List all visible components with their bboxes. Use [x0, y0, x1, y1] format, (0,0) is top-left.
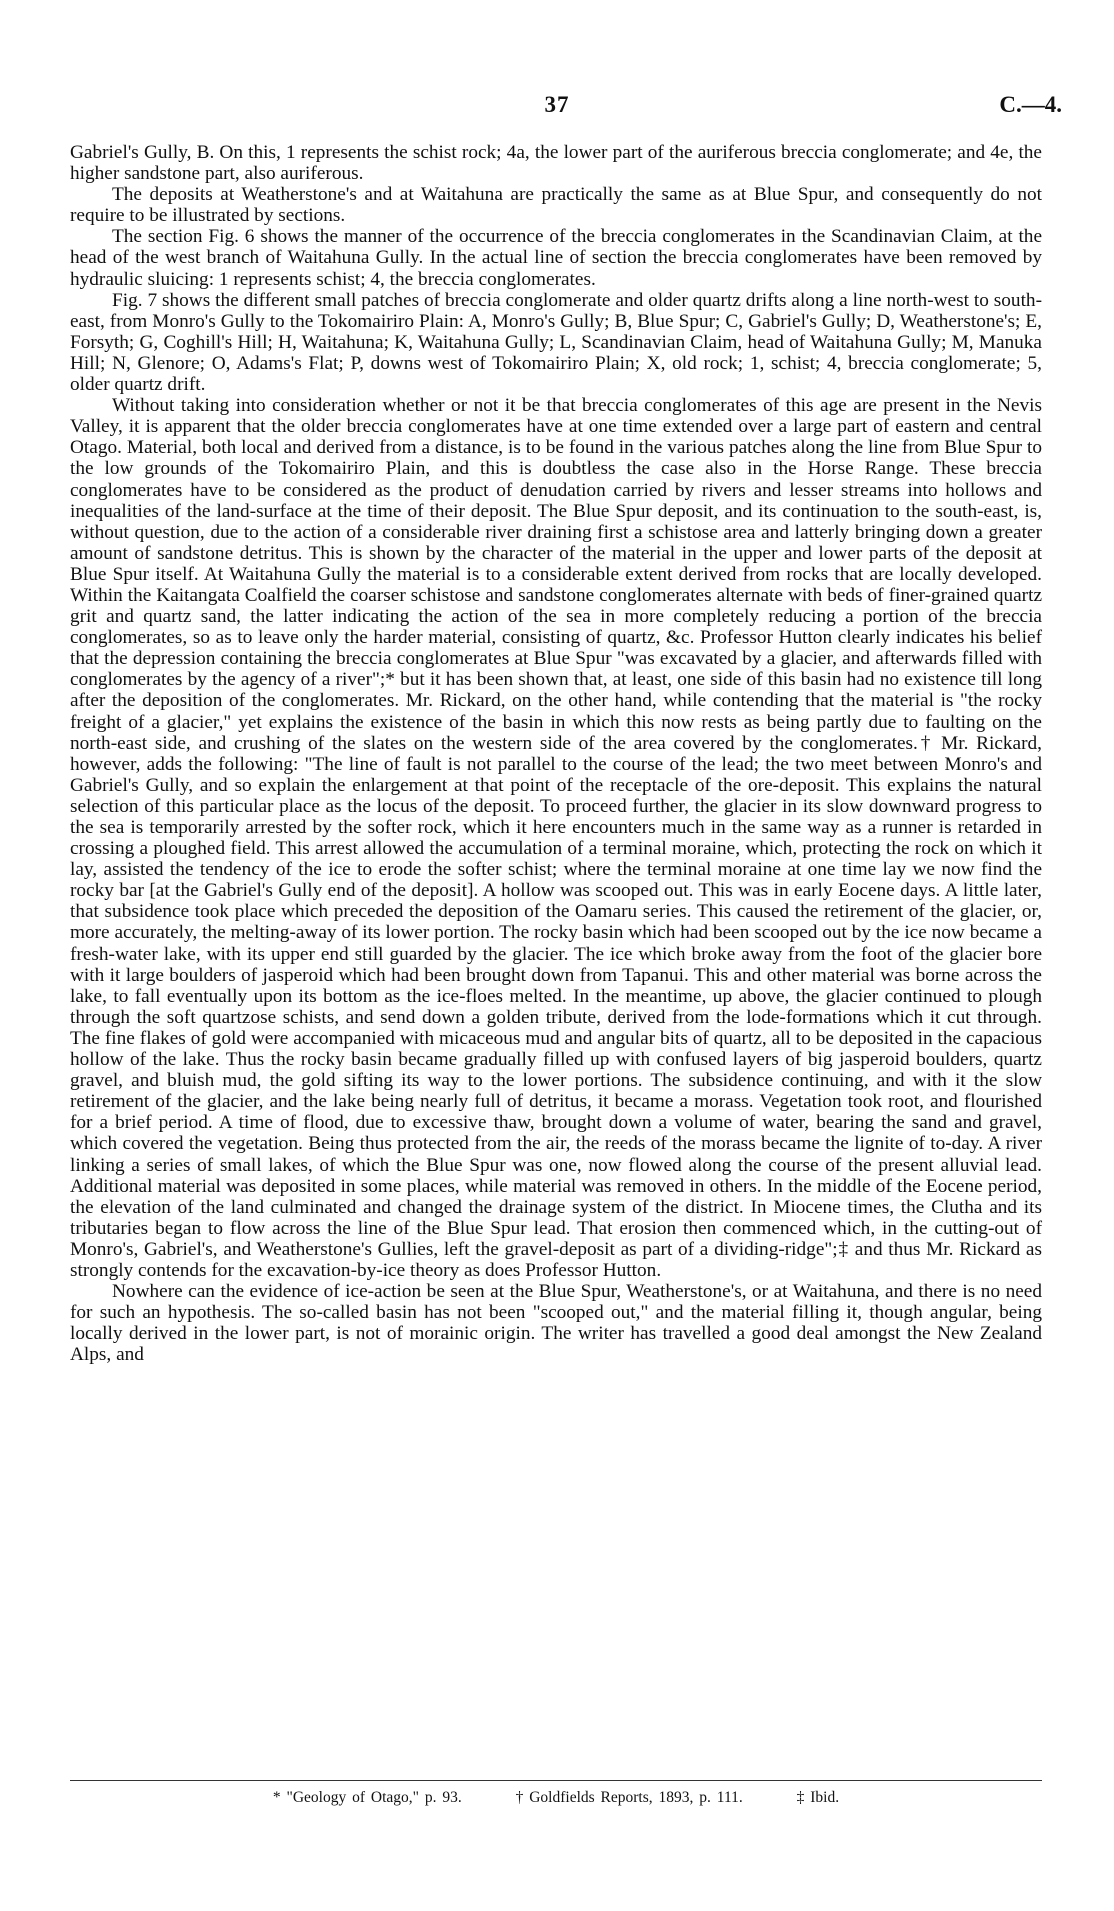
footnote-divider: [70, 1780, 1042, 1781]
footnote-3: ‡ Ibid.: [796, 1789, 840, 1806]
paragraph-3: The section Fig. 6 shows the manner of the occurrence of the breccia conglomerates in the Scandinavian Claim, at the head of the west branch of Waitahuna Gully. In the actual line of section the breccia conglomerates have been removed by hydraulic sluicing: 1 represents schist; 4, the breccia conglomerates.: [70, 226, 1042, 290]
document-code: C.—4.: [999, 92, 1062, 117]
paragraph-2: The deposits at Weatherstone's and at Waitahuna are practically the same as at Blue Spur, and consequently do not require to be illustrated by sections.: [70, 184, 1042, 227]
footnotes: [70, 1789, 1042, 1807]
footnote-1: * "Geology of Otago," p. 93.: [272, 1789, 462, 1806]
body-text: [70, 142, 1042, 1365]
footnote-2: † Goldfields Reports, 1893, p. 111.: [515, 1789, 743, 1806]
page-number: 37: [544, 92, 570, 117]
paragraph-6: Nowhere can the evidence of ice-action be seen at the Blue Spur, Weatherstone's, or at Waitahuna, and there is no need for such an hypothesis. The so-called basin has not been "scooped out," and the material filling it, though angular, being locally derived in the lower part, is not of morainic origin. The writer has travelled a good deal amongst the New Zealand Alps, and: [70, 1281, 1042, 1366]
paragraph-4: Fig. 7 shows the different small patches of breccia conglomerate and older quartz drifts along a line north-west to south-east, from Monro's Gully to the Tokomairiro Plain: A, Monro's Gully; B, Blue Spur; C, Gabriel's Gully; D, Weatherstone's; E, Forsyth; G, Coghill's Hill; H, Waitahuna; K, Waitahuna Gully; L, Scandinavian Claim, head of Waitahuna Gully; M, Manuka Hill; N, Glenore; O, Adams's Flat; P, downs west of Tokomairiro Plain; X, old rock; 1, schist; 4, breccia conglomerate; 5, older quartz drift.: [70, 289, 1042, 396]
paragraph-5: Without taking into consideration whether or not it be that breccia conglomerates of this age are present in the Nevis Valley, it is apparent that the older breccia conglomerates have at one time extended over a large part of eastern and central Otago. Material, both local and derived from a distance, is to be found in the various patches along the line from Blue Spur to the low grounds of the Tokomairiro Plain, and this is doubtless the case also in the Horse Range. These breccia conglomerates have to be considered as the product of denudation carried by rivers and lesser streams into hollows and inequalities of the land-surface at the time of their deposit. The Blue Spur deposit, and its continuation to the south-east, is, without question, due to the action of a considerable river draining first a schistose area and latterly bringing down a greater amount of sandstone detritus. This is shown by the character of the material in the upper and lower parts of the deposit at Blue Spur itself. At Waitahuna Gully the material is to a considerable extent derived from rocks that are locally developed. Within the Kaitangata Coalfield the coarser schistose and sandstone conglomerates alternate with beds of finer-grained quartz grit and quartz sand, the latter indicating the action of the sea in more completely reducing a portion of the breccia conglomerates, so as to leave only the harder material, consisting of quartz, &c. Professor Hutton clearly indicates his belief that the depression containing the breccia conglomerates at Blue Spur "was excavated by a glacier, and afterwards filled with conglomerates by the agency of a river";* but it has been shown that, at least, one side of this basin had no existence till long after the deposition of the conglomerates. Mr. Rickard, on the other hand, while contending that the material is "the rocky freight of a glacier," yet explains the existence of the basin in which this now rests as being partly due to faulting on the north-east side, and crushing of the slates on the western side of the area covered by the conglomerates.† Mr. Rickard, however, adds the following: "The line of fault is not parallel to the course of the lead; the two meet between Monro's and Gabriel's Gully, and so explain the enlargement at that point of the receptacle of the ore-deposit. This explains the natural selection of this particular place as the locus of the deposit. To proceed further, the glacier in its slow downward progress to the sea is temporarily arrested by the softer rock, which it here encounters much in the same way as a runner is retarded in crossing a ploughed field. This arrest allowed the accumulation of a terminal moraine, which, protecting the rock on which it lay, assisted the tendency of the ice to erode the softer schist; where the terminal moraine at one time lay we now find the rocky bar [at the Gabriel's Gully end of the deposit]. A hollow was scooped out. This was in early Eocene days. A little later, that subsidence took place which preceded the deposition of the Oamaru series. This caused the retirement of the glacier, or, more accurately, the melting-away of its lower portion. The rocky basin which had been scooped out by the ice now became a fresh-water lake, with its upper end still guarded by the glacier. The ice which broke away from the foot of the glacier bore with it large boulders of jasperoid which had been brought down from Tapanui. This and other material was borne across the lake, to fall eventually upon its bottom as the ice-floes melted. In the meantime, up above, the glacier continued to plough through the soft quartzose schists, and send down a golden tribute, derived from the lode-formations which it cut through. The fine flakes of gold were accompanied with micaceous mud and angular bits of quartz, all to be deposited in the capacious hollow of the lake. Thus the rocky basin became gradually filled up with confused layers of big jasperoid boulders, quartz gravel, and bluish mud, the gold sifting its way to the lower portions. The subsidence continuing, and with it the slow retirement of the glacier, and the lake being nearly full of detritus, it became a morass. Vegetation took root, and flourished for a brief period. A time of flood, due to excessive thaw, brought down a volume of water, bearing the sand and gravel, which covered the vegetation. Being thus protected from the air, the reeds of the morass became the lignite of to-day. A river linking a series of small lakes, of which the Blue Spur was one, now flowed along the course of the present alluvial lead. Additional material was deposited in some places, while material was removed in others. In the middle of the Eocene period, the elevation of the land culminated and changed the drainage system of the district. In Miocene times, the Clutha and its tributaries began to flow across the line of the Blue Spur lead. That erosion then commenced which, in the cutting-out of Monro's, Gabriel's, and Weatherstone's Gullies, left the gravel-deposit as part of a dividing-ridge";‡ and thus Mr. Rickard as strongly contends for the excavation-by-ice theory as does Professor Hutton.: [70, 395, 1042, 1281]
paragraph-1: Gabriel's Gully, B. On this, 1 represents the schist rock; 4a, the lower part of the auriferous breccia conglomerate; and 4e, the higher sandstone part, also auriferous.: [70, 142, 1042, 185]
